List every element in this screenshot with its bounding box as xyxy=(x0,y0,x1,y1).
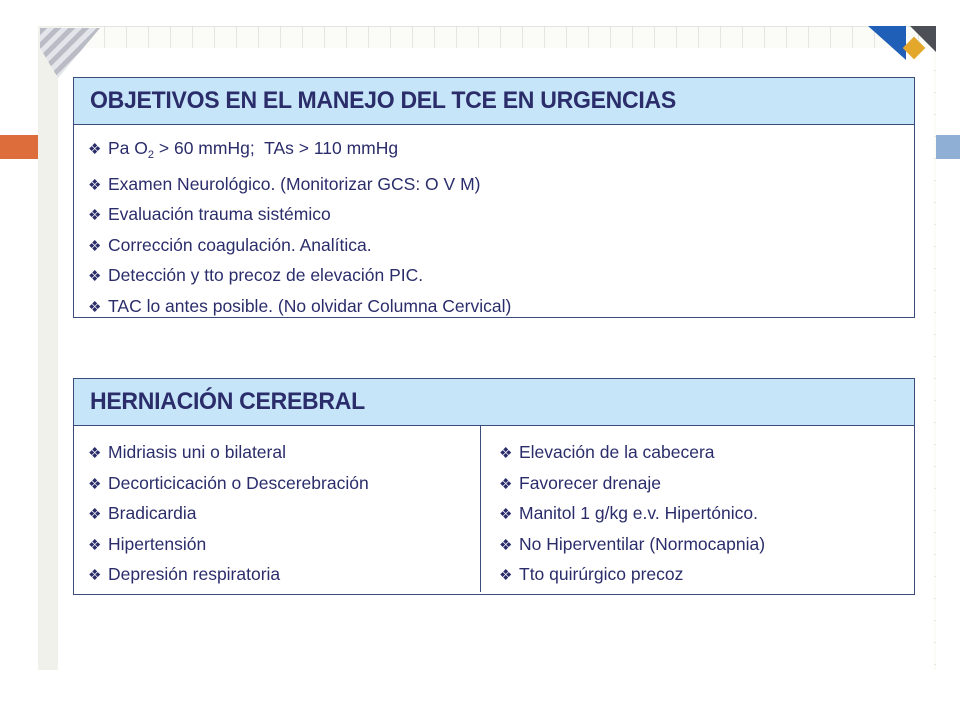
list-item xyxy=(88,560,480,591)
diamond-bullet-icon: ❖ xyxy=(88,536,102,554)
diamond-bullet-icon: ❖ xyxy=(88,207,102,225)
list-item xyxy=(499,560,765,591)
list-item xyxy=(88,292,914,323)
list-item xyxy=(499,469,765,500)
signo-0: Midriasis uni o bilateral xyxy=(108,442,286,462)
list-item xyxy=(88,134,914,170)
list-item xyxy=(88,530,480,561)
objetivos-list xyxy=(74,125,914,323)
signos-list xyxy=(74,426,481,592)
diamond-bullet-icon: ❖ xyxy=(499,445,513,462)
herniacion-title: HERNIACIÓN CEREBRAL xyxy=(90,388,365,415)
diamond-bullet-icon: ❖ xyxy=(88,475,102,493)
signo-4: Depresión respiratoria xyxy=(108,564,281,585)
diamond-bullet-icon: ❖ xyxy=(499,475,513,493)
objetivo-1: Examen Neurológico. (Monitorizar GCS: O V M) xyxy=(108,173,481,194)
medida-2: Manitol 1 g/kg e.v. Hipertónico. xyxy=(519,503,758,524)
list-item xyxy=(88,261,914,292)
objetivo-5: TAC lo antes posible. (No olvidar Columna Cervical) xyxy=(108,295,512,316)
diamond-bullet-icon: ❖ xyxy=(88,506,102,524)
orange-accent-bar xyxy=(0,135,38,159)
list-item xyxy=(88,469,480,500)
medida-0: Elevación de la cabecera xyxy=(519,442,715,462)
diamond-bullet-icon: ❖ xyxy=(88,298,102,316)
diamond-bullet-icon: ❖ xyxy=(88,141,102,158)
diamond-bullet-icon: ❖ xyxy=(88,445,102,462)
list-item xyxy=(88,499,480,530)
herniacion-header xyxy=(74,379,914,426)
herniacion-box xyxy=(73,378,915,595)
list-item xyxy=(499,530,765,561)
signo-1: Decorticicación o Descerebración xyxy=(108,472,369,493)
medida-1: Favorecer drenaje xyxy=(519,472,662,493)
list-item xyxy=(88,200,914,231)
objetivo-3: Corrección coagulación. Analítica. xyxy=(108,234,372,255)
objetivo-0: Pa $O_2 > 60$ mmHg; TAs > 110 mmHg xyxy=(108,138,399,161)
list-item xyxy=(499,438,765,469)
medidas-list xyxy=(481,426,765,592)
blue-accent-bar xyxy=(936,135,960,159)
objetivos-box xyxy=(73,77,915,318)
objetivo-4: Detección y tto precoz de elevación PIC. xyxy=(108,265,424,286)
objetivos-header xyxy=(74,78,914,125)
diamond-bullet-icon: ❖ xyxy=(88,567,102,585)
diamond-bullet-icon: ❖ xyxy=(88,268,102,286)
signo-2: Bradicardia xyxy=(108,503,197,524)
medida-4: Tto quirúrgico precoz xyxy=(519,564,684,585)
herniacion-columns xyxy=(74,426,914,592)
list-item xyxy=(88,231,914,262)
objetivo-2: Evaluación trauma sistémico xyxy=(108,204,331,225)
slide-left-edge xyxy=(38,26,58,670)
diamond-bullet-icon: ❖ xyxy=(499,536,513,554)
signo-3: Hipertensión xyxy=(108,533,207,554)
diamond-bullet-icon: ❖ xyxy=(88,176,102,194)
diamond-bullet-icon: ❖ xyxy=(499,567,513,585)
medida-3: No Hiperventilar (Normocapnia) xyxy=(519,533,766,554)
list-item xyxy=(499,499,765,530)
list-item xyxy=(88,170,914,201)
diamond-bullet-icon: ❖ xyxy=(499,506,513,524)
objetivos-title: OBJETIVOS EN EL MANEJO DEL TCE EN URGENCIAS xyxy=(90,87,676,114)
diamond-bullet-icon: ❖ xyxy=(88,237,102,255)
list-item xyxy=(88,438,480,469)
